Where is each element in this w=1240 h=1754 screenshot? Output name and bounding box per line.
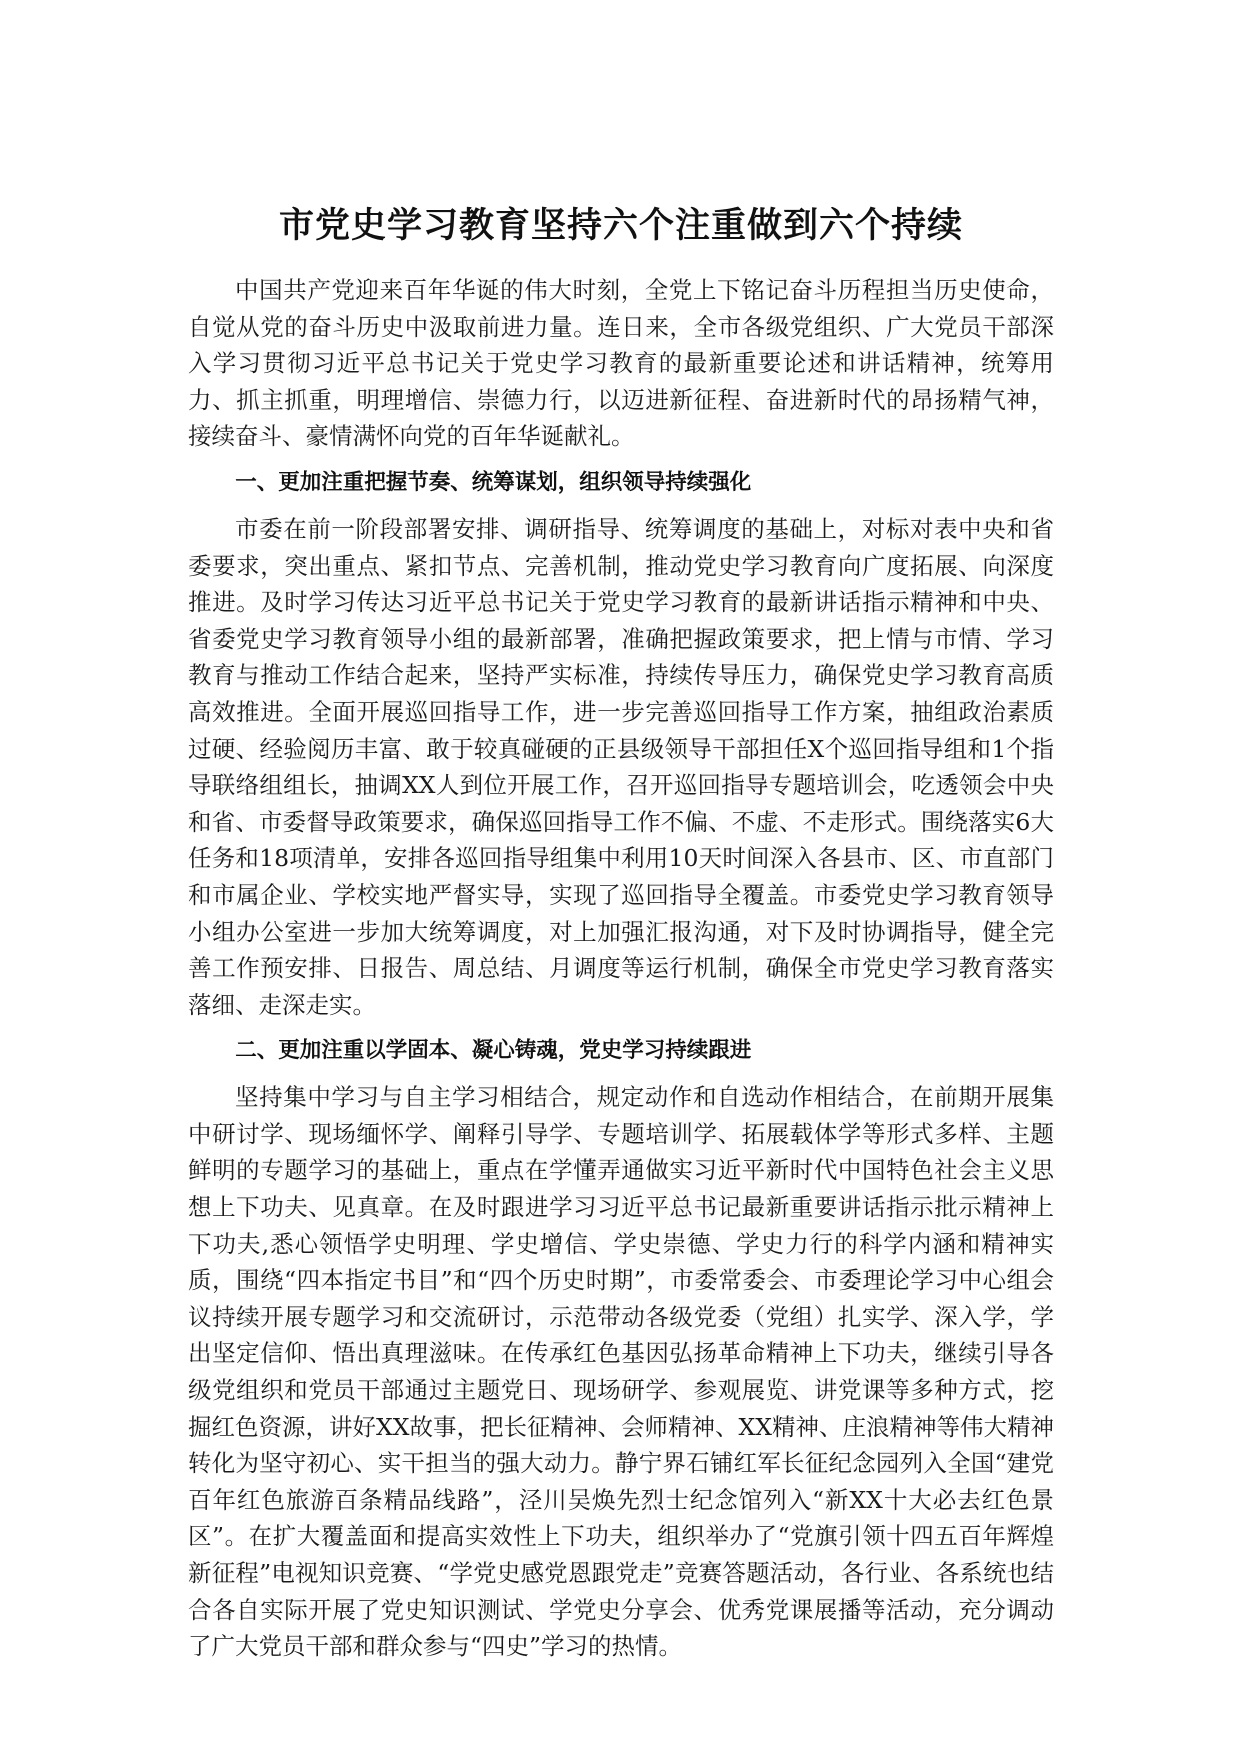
intro-paragraph: 中国共产党迎来百年华诞的伟大时刻，全党上下铭记奋斗历程担当历史使命，自觉从党的奋斗历史中汲取前进力量。连日来，全市各级党组织、广大党员干部深入学习贯彻习近平总书记关于党史学习教育的最新重要论述和讲话精神，统筹用力、抓主抓重，明理增信、崇德力行，以迈进新征程、奋进新时代的昂扬精气神，接续奋斗、豪情满怀向党的百年华诞献礼。 <box>188 276 1054 451</box>
document-title: 市党史学习教育坚持六个注重做到六个持续 <box>278 206 963 246</box>
section-1-heading: 一、更加注重把握节奏、统筹谋划，组织领导持续强化 <box>235 469 752 495</box>
section-2-heading: 二、更加注重以学固本、凝心铸魂，党史学习持续跟进 <box>235 1038 752 1064</box>
document-body <box>188 200 1054 1665</box>
section-2-paragraph: 坚持集中学习与自主学习相结合，规定动作和自选动作相结合，在前期开展集中研讨学、现场缅怀学、阐释引导学、专题培训学、拓展载体学等形式多样、主题鲜明的专题学习的基础上，重点在学懂弄通做实习近平新时代中国特色社会主义思想上下功夫、见真章。在及时跟进学习习近平总书记最新重要讲话指示批示精神上下功夫,悉心领悟学史明理、学史增信、学史崇德、学史力行的科学内涵和精神实质，围绕“四本指定书目”和“四个历史时期”，市委常委会、市委理论学习中心组会议持续开展专题学习和交流研讨，示范带动各级党委（党组）扎实学、深入学，学出坚定信仰、悟出真理滋味。在传承红色基因弘扬革命精神上下功夫，继续引导各级党组织和党员干部通过主题党日、现场研学、参观展览、讲党课等多种方式，挖掘红色资源，讲好XX故事，把长征精神、会师精神、XX精神、庄浪精神等伟大精神转化为坚守初心、实干担当的强大动力。静宁界石铺红军长征纪念园列入全国“建党百年红色旅游百条精品线路”，泾川吴焕先烈士纪念馆列入“新XX十大必去红色景区”。在扩大覆盖面和提高实效性上下功夫，组织举办了“党旗引领十四五百年辉煌新征程”电视知识竞赛、“学党史感党恩跟党走”竞赛答题活动，各行业、各系统也结合各自实际开展了党史知识测试、学党史分享会、优秀党课展播等活动，充分调动了广大党员干部和群众参与“四史”学习的热情。 <box>188 1083 1054 1661</box>
section-1-paragraph: 市委在前一阶段部署安排、调研指导、统筹调度的基础上，对标对表中央和省委要求，突出重点、紧扣节点、完善机制，推动党史学习教育向广度拓展、向深度推进。及时学习传达习近平总书记关于党史学习教育的最新讲话指示精神和中央、省委党史学习教育领导小组的最新部署，准确把握政策要求，把上情与市情、学习教育与推动工作结合起来，坚持严实标准，持续传导压力，确保党史学习教育高质高效推进。全面开展巡回指导工作，进一步完善巡回指导工作方案，抽组政治素质过硬、经验阅历丰富、敢于较真碰硬的正县级领导干部担任X个巡回指导组和1个指导联络组组长，抽调XX人到位开展工作，召开巡回指导专题培训会，吃透领会中央和省、市委督导政策要求，确保巡回指导工作不偏、不虚、不走形式。围绕落实6大任务和18项清单，安排各巡回指导组集中利用10天时间深入各县市、区、市直部门和市属企业、学校实地严督实导，实现了巡回指导全覆盖。市委党史学习教育领导小组办公室进一步加大统筹调度，对上加强汇报沟通，对下及时协调指导，健全完善工作预安排、日报告、周总结、月调度等运行机制，确保全市党史学习教育落实落细、走深走实。 <box>188 514 1054 1019</box>
